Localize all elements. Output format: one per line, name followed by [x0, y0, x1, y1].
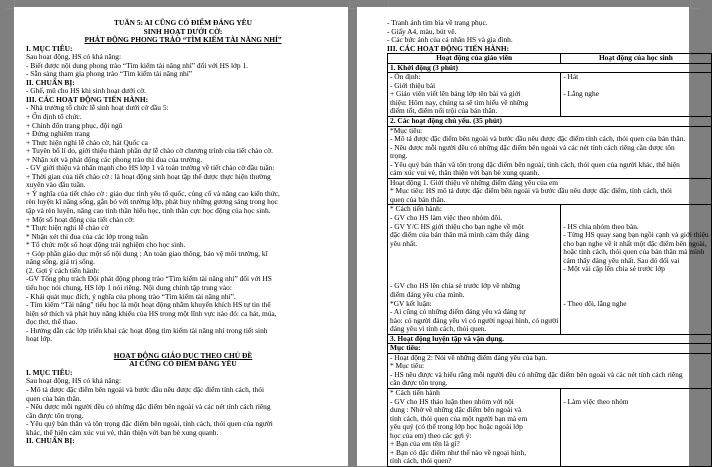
- cell-line: [563, 406, 708, 415]
- table-row: [388, 205, 712, 334]
- table-cell-wide: [388, 344, 712, 354]
- text-line: - Nêu được mỗi người đều có những đặc điểm bên ngoài và các nét tính cách riêng: [26, 402, 271, 412]
- text-line: * Thực hiện nghi lễ chào cờ: [26, 223, 109, 233]
- table-cell-wide: [388, 353, 712, 388]
- table-cell-wide: [388, 178, 712, 205]
- teacher-cell: [388, 388, 561, 466]
- text-line: + Tuyên bố lí do, giới thiệu thành phần dự lễ chào cờ chương trình của tiết chào cờ.: [26, 146, 274, 156]
- cell-line: + Giáo viên viết lên bảng lớp tên bài và giới: [390, 89, 521, 99]
- text-line: - Khái quát mục đích, ý nghĩa của phong trào “Tìm kiếm tài năng nhí”.: [26, 291, 236, 301]
- cell-line: - Hoạt động 2: Nói về những điểm đáng yêu của bạn.: [390, 352, 548, 362]
- cell-line: - GV cho HS thảo luận theo nhóm với nội: [390, 396, 514, 406]
- cell-line: [390, 265, 558, 274]
- cell-line: - GV cho HS lên chia sẻ trước lớp về những: [390, 281, 521, 291]
- cell-line: - HS chia nhóm theo bàn.: [563, 221, 639, 231]
- teacher-cell: [388, 205, 561, 334]
- cell-line: [563, 432, 708, 441]
- cell-line: [563, 449, 708, 458]
- text-line: * Tổ chức một số hoạt động trải nghiệm cho học sinh.: [26, 240, 186, 250]
- text-line: xuyên vào đầu tuần.: [26, 180, 86, 190]
- text-line: - GV giới thiệu và nhấn mạnh cho HS lớp 1 và toàn trường về tiết chào cờ đầu tuần:: [26, 163, 275, 173]
- cell-line: *Mục tiêu:: [390, 125, 423, 135]
- cell-line: - GV Y/C HS giới thiệu cho bạn nghe về một: [390, 221, 524, 231]
- text-line: - Biết được nội dung phong trào “Tìm kiếm tài năng nhí” đối với HS lớp 1.: [26, 60, 249, 70]
- text-line: khác, thể hiện cảm xúc vui vẻ, thân thiện với bạn bè xung quanh.: [26, 427, 219, 437]
- text-line: I. MỤC TIÊU:: [26, 367, 73, 377]
- text-line: + Nhận xét và phát động các phong trào thi đua của trường.: [26, 154, 203, 164]
- cell-line: * Mục tiêu: HS mô tả được đặc điểm bên ngoài và bước đầu nêu được đặc điểm, tính cách, thói: [390, 186, 672, 196]
- text-line: + Thực hiện nghi lễ chào cờ, hát Quốc ca: [26, 137, 148, 147]
- student-cell: [561, 388, 711, 466]
- cell-line: cảm thấy đáng yêu nhất. Sau đó đổi vai: [563, 255, 680, 265]
- text-line: * Nhận xét thi đua của các lớp trong tuần: [26, 231, 148, 241]
- cell-line: + Bạn có đặc điểm như thế nào về ngoại hình,: [390, 447, 527, 457]
- table-header-cell: Hoạt động của học sinh: [561, 54, 711, 64]
- text-line: + Chỉnh đốn trang phục, đội ngũ: [26, 120, 123, 130]
- cell-line: hoặc tính cách, thói quen của bản thân mà mình: [563, 247, 705, 257]
- text-line: - Nhà trường tổ chức lễ sinh hoạt dưới cờ đầu 5:: [26, 103, 169, 113]
- text-line: tiểu học nói chung, HS lớp 1 nói riêng. Nội dung chính tập trung vào:: [26, 282, 232, 292]
- cell-line: [563, 308, 708, 317]
- text-line: + Ý nghĩa của tiết chào cờ : giáo dục tình yêu tổ quốc, củng cố và nâng cao kiến thức,: [26, 188, 280, 198]
- cell-line: học của em) theo các gợi ý:: [390, 430, 472, 440]
- text-line: HOẠT ĐỘNG GIÁO DỤC THEO CHỦ ĐỀ: [113, 350, 253, 360]
- cell-line: - Một vài cặp lên chia sẻ trước lớp: [563, 264, 665, 274]
- cell-line: [390, 257, 558, 266]
- cell-line: cho bạn nghe về ít nhất một đặc điểm bên ngoài,: [563, 238, 707, 248]
- cell-line: [563, 282, 708, 291]
- crop-mark: [690, 0, 699, 9]
- text-line: AI CŨNG CÓ ĐIỂM ĐÁNG YÊU: [129, 359, 237, 369]
- cell-line: Mục tiêu:: [390, 343, 421, 353]
- cell-line: 2. Các hoạt động chủ yếu. (35 phút): [390, 116, 502, 126]
- text-line: - Hướng dẫn các lớp triển khai các hoạt động tìm kiếm tài năng nhí trong tiết sinh: [26, 325, 268, 335]
- cell-line: yêu quý (có thể trong lớp học hoặc ngoài lớp: [390, 422, 523, 432]
- cell-line: - Làm việc theo nhóm: [563, 396, 629, 406]
- teacher-cell: [388, 73, 561, 117]
- cell-line: * Cách tiến hành: [390, 387, 440, 397]
- text-line: hoạt lớp.: [26, 334, 53, 344]
- text-line: tập và rèn luyện, nâng cao tinh thần hiếu học, tinh thần cực học động của học sinh.: [26, 206, 271, 216]
- cell-line: dung : Nhờ về những đặc điểm bên ngoài và: [390, 405, 522, 415]
- student-cell: [561, 73, 711, 117]
- table-row: [388, 63, 712, 73]
- text-line: + Thời gian của tiết chào cờ : là hoạt động sinh hoạt tập thể được thực hiện thường: [26, 171, 271, 181]
- cell-line: - Ổn định:: [390, 72, 421, 82]
- table-header-cell: Hoạt động của giáo viên: [388, 54, 561, 64]
- cell-line: Hoạt động 1. Giới thiệu về những điểm đáng yêu của em: [390, 177, 559, 187]
- cell-line: - Hát: [563, 72, 579, 82]
- text-line: - Giấy A4, màu, bút vẽ.: [387, 26, 457, 36]
- text-line: - Ghế, mũ cho HS khi sinh hoạt dưới cờ.: [26, 86, 147, 96]
- activity-table: [387, 53, 712, 467]
- text-line: SINH HOẠT DƯỚI CỜ:: [143, 26, 223, 36]
- cell-line: - Nêu được mỗi người đều có những đặc điểm bên ngoài và các nét tính cách riêng cần được tôn: [390, 142, 675, 152]
- cell-line: đặc điểm của bản thân mà mình cảm thấy đáng: [390, 230, 529, 240]
- student-cell: [561, 205, 711, 334]
- table-header-row: [388, 54, 712, 64]
- text-line: - Mô tả được đặc điểm bên ngoài và bước đầu nêu được đặc điểm tính cách, thói: [26, 384, 264, 394]
- cell-line: *GV kết luận:: [390, 298, 432, 308]
- text-line: quen của bản thân.: [26, 393, 82, 403]
- text-line: TUẦN 5: AI CŨNG CÓ ĐIỂM ĐÁNG YÊU: [114, 18, 252, 27]
- cell-line: [563, 317, 708, 326]
- text-line: + Một số hoạt động của tiết chào cờ:: [26, 214, 135, 224]
- table-row: [388, 117, 712, 127]
- cell-line: tính cách, thói quen của một người bạn mà em: [390, 413, 528, 423]
- cell-line: [563, 457, 708, 466]
- cell-line: tính cách, thói quen?: [390, 456, 452, 466]
- document-page-2: [357, 7, 709, 466]
- cell-line: điểm tốt, điểm nổi trội của bản thân.: [390, 106, 498, 116]
- cell-line: 1. Khởi động (3 phút): [390, 62, 458, 72]
- document-page-1: [14, 7, 348, 466]
- table-row: [388, 344, 712, 354]
- cell-line: [563, 415, 708, 424]
- text-line: PHÁT ĐỘNG PHONG TRÀO “TÌM KIẾM TÀI NĂNG NHÍ”: [84, 35, 282, 45]
- cell-line: quen của bản thân.: [390, 194, 446, 204]
- cell-line: [563, 99, 708, 108]
- text-line: đọc thơ, thể thao.: [26, 317, 78, 327]
- text-line: Sau hoạt động, HS có khả năng:: [26, 52, 122, 62]
- cell-line: 3. Hoạt động luyện tập và vận dụng.: [390, 333, 504, 343]
- table-cell-wide: [388, 117, 712, 127]
- text-line: II. CHUẨN BỊ:: [26, 77, 75, 87]
- cell-line: cảm xúc vui vẻ, thân thiện với bạn bè xung quanh.: [390, 168, 540, 178]
- cell-line: đáng yêu vì tính cách, thói quen.: [390, 324, 487, 334]
- table-cell-wide: [388, 63, 712, 73]
- text-line: - Tranh ảnh tìm bìa về trang phục.: [387, 18, 488, 27]
- text-line: năng sống, giá trị sống.: [26, 257, 95, 267]
- text-line: (2. Gợi ý cách tiến hành:: [26, 265, 100, 275]
- cell-line: [563, 440, 708, 449]
- text-line: + Đứng nghiêm trang: [26, 129, 90, 139]
- cell-line: - GV cho HS làm việc theo nhóm đôi.: [390, 213, 503, 223]
- cell-line: [390, 248, 558, 257]
- text-line: III. CÁC HOẠT ĐỘNG TIẾN HÀNH:: [26, 94, 149, 104]
- table-row: [388, 178, 712, 205]
- cell-line: + Bạn của em tên là gì?: [390, 439, 460, 449]
- text-line: + Ổn định tổ chức.: [26, 112, 82, 122]
- cell-line: [563, 423, 708, 432]
- cell-line: [563, 205, 708, 214]
- text-line: -GV Tổng phụ trách Đội phát động phong trào “Tìm kiếm tài năng nhí” đối với HS: [26, 274, 272, 284]
- cell-line: trọng.: [390, 151, 408, 161]
- cell-line: điểm đáng yêu của mình.: [390, 289, 465, 299]
- table-row: [388, 73, 712, 117]
- text-line: - Tìm kiếm “Tài năng” tiểu học là một hoạt động nhằm khuyến khích HS tự tin thể: [26, 300, 271, 310]
- table-row: [388, 334, 712, 344]
- cell-line: cần được tôn trọng.: [390, 378, 448, 388]
- cell-line: - Giới thiệu bài: [390, 80, 436, 90]
- text-line: + Góp phần giáo dục một số nội dung : An toàn giao thông, bảo vệ môi trường, kĩ: [26, 248, 268, 258]
- table-cell-wide: [388, 126, 712, 178]
- table-row: [388, 353, 712, 388]
- text-line: - Sẵn sàng tham gia phong trào “Tìm kiếm tài năng nhí”: [26, 69, 193, 79]
- text-line: - Yêu quý bản thân và tôn trọng đặc điểm bên ngoài, tính cách, thói quen của người: [26, 419, 273, 429]
- cell-line: [563, 107, 708, 116]
- cell-line: [563, 325, 708, 334]
- cell-line: * Mục tiêu:: [390, 361, 425, 371]
- text-line: hiện sở thích và phát huy năng khiếu của HS trong một lĩnh vực nào đó: ca hát, múa,: [26, 308, 277, 318]
- text-line: I. MỤC TIÊU:: [26, 43, 73, 53]
- cell-line: * Cách tiến hành:: [390, 204, 442, 214]
- text-line: Sau hoạt động, HS có khả năng:: [26, 376, 122, 386]
- table-cell-wide: [388, 334, 712, 344]
- cell-line: [563, 274, 708, 283]
- cell-line: - Ai cũng có những điểm đáng yêu và đáng tự: [390, 307, 526, 317]
- table-row: [388, 388, 712, 466]
- text-line: III. CÁC HOẠT ĐỘNG TIẾN HÀNH:: [387, 43, 510, 53]
- cell-line: hào: có người đáng yêu vì có người ngoại hình, có người: [390, 315, 559, 325]
- text-line: rèn luyện kĩ năng sống, gắn bó với trường lớp, phát huy những gương sáng trong học: [26, 197, 278, 207]
- text-line: - Các bức ảnh của cá nhân HS và gia đình.: [387, 35, 513, 45]
- cell-line: yêu nhất.: [390, 238, 418, 248]
- cell-line: - Yêu quý bản thân và tôn trọng đặc điểm bên ngoài, tính cách, thói quen của người khác, thể hiện: [390, 159, 680, 169]
- cell-line: thiệu: Hôm nay, chúng ta sẽ tìm hiểu về những: [390, 97, 529, 107]
- cell-line: - Theo dõi, lắng nghe: [563, 298, 627, 308]
- cell-line: - Từng HS quay sang bạn ngồi cạnh và giới thiệu: [563, 230, 709, 240]
- cell-line: - Lắng nghe: [563, 89, 599, 99]
- cell-line: - Mô tả được đặc điểm bên ngoài và bước đầu nêu được đặc điểm tính cách, thói quen của bản thân.: [390, 134, 686, 144]
- table-row: [388, 126, 712, 178]
- cell-line: - HS nêu được và hiểu rằng mỗi người đều có những đặc điểm bên ngoài và các nét tính cách riêng: [390, 369, 683, 379]
- text-line: cần được tôn trọng.: [26, 410, 84, 420]
- text-line: II. CHUẨN BỊ:: [26, 436, 75, 446]
